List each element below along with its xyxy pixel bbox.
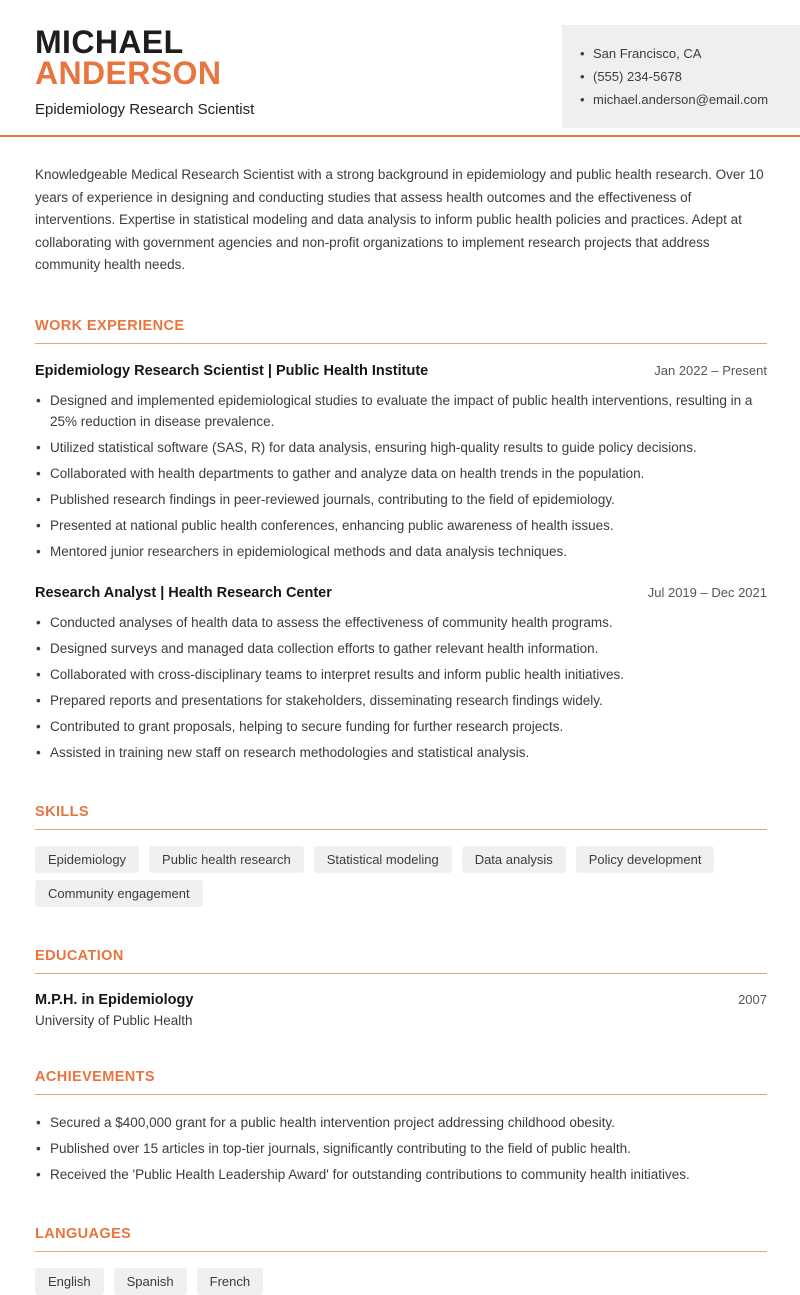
job-title: Epidemiology Research Scientist | Public Health Institute xyxy=(35,362,429,379)
language-chip: English xyxy=(35,1268,104,1295)
achievement-bullet: • Received the 'Public Health Leadership Award' for outstanding contributions to community health initiatives. xyxy=(35,1164,767,1185)
job-bullet: • Designed surveys and managed data collection efforts to gather relevant health information. xyxy=(35,638,767,659)
job-bullet: • Designed and implemented epidemiological studies to evaluate the impact of public health interventions, resulting in a 25% reduction in disease prevalence. xyxy=(35,390,767,432)
job-entry xyxy=(35,363,767,562)
section-languages xyxy=(35,1226,767,1295)
education-header-row xyxy=(35,992,767,1008)
achievements-heading: ACHIEVEMENTS xyxy=(35,1069,767,1095)
contact-email: • michael.anderson@email.com xyxy=(580,92,784,107)
achievement-bullet: • Secured a $400,000 grant for a public health intervention project addressing childhood obesity. xyxy=(35,1112,767,1133)
job-header-row xyxy=(35,585,767,601)
resume-body xyxy=(0,164,800,1295)
headline: Epidemiology Research Scientist xyxy=(35,101,255,118)
section-education xyxy=(35,948,767,1028)
section-skills xyxy=(35,804,767,907)
job-entry xyxy=(35,585,767,763)
education-heading: EDUCATION xyxy=(35,948,767,974)
name-block xyxy=(35,25,254,118)
job-bullet: • Mentored junior researchers in epidemiological methods and data analysis techniques. xyxy=(35,541,767,562)
skill-chip: Epidemiology xyxy=(35,846,139,873)
contact-phone: • (555) 234-5678 xyxy=(580,69,784,84)
last-name: ANDERSON xyxy=(35,55,222,91)
job-bullet: • Collaborated with health departments to gather and analyze data on health trends in the population. xyxy=(35,463,767,484)
section-achievements xyxy=(35,1069,767,1185)
school-name: University of Public Health xyxy=(35,1012,193,1028)
education-year: 2007 xyxy=(738,991,767,1007)
job-bullet: • Assisted in training new staff on research methodologies and statistical analysis. xyxy=(35,742,767,763)
job-bullet: • Conducted analyses of health data to assess the effectiveness of community health programs. xyxy=(35,612,767,633)
job-bullet-list xyxy=(35,390,767,562)
languages-chip-list xyxy=(35,1268,767,1295)
skill-chip: Policy development xyxy=(576,846,715,873)
resume-header xyxy=(0,0,800,118)
degree-name: M.P.H. in Epidemiology xyxy=(35,991,194,1008)
job-date: Jan 2022 – Present xyxy=(654,362,767,378)
contact-list xyxy=(580,46,784,107)
skill-chip: Community engagement xyxy=(35,880,203,907)
achievement-bullet: • Published over 15 articles in top-tier journals, significantly contributing to the field of public health. xyxy=(35,1138,767,1159)
contact-card xyxy=(562,25,800,128)
job-date: Jul 2019 – Dec 2021 xyxy=(647,584,767,600)
job-bullet: • Collaborated with cross-disciplinary teams to interpret results and inform public health initiatives. xyxy=(35,664,767,685)
job-bullet: • Prepared reports and presentations for stakeholders, disseminating research findings widely. xyxy=(35,690,767,711)
job-bullet: • Published research findings in peer-reviewed journals, contributing to the field of epidemiology. xyxy=(35,489,767,510)
work-experience-heading: WORK EXPERIENCE xyxy=(35,318,767,344)
language-chip: Spanish xyxy=(114,1268,187,1295)
job-bullet: • Utilized statistical software (SAS, R) for data analysis, ensuring high-quality results to guide policy decisions. xyxy=(35,437,767,458)
contact-location: • San Francisco, CA xyxy=(580,46,784,61)
education-entry xyxy=(35,992,767,1028)
first-name: MICHAEL xyxy=(35,24,184,60)
skill-chip: Statistical modeling xyxy=(314,846,452,873)
job-header-row xyxy=(35,363,767,379)
job-bullet-list xyxy=(35,612,767,763)
header-divider xyxy=(0,135,800,137)
section-work-experience xyxy=(35,318,767,763)
skill-chip: Data analysis xyxy=(462,846,566,873)
languages-heading: LANGUAGES xyxy=(35,1226,767,1252)
summary-text: Knowledgeable Medical Research Scientist with a strong background in epidemiology and public health research. Over 10 years of experience in designing and conducting studies that assess health outcomes and the effectiveness of interventions. Expertise in statistical modeling and data analysis to inform public health policies and practices. Adept at collaborating with government agencies and non-profit organizations to implement research projects that address community health needs. xyxy=(35,167,764,272)
skill-chip: Public health research xyxy=(149,846,304,873)
achievement-list xyxy=(35,1112,767,1185)
language-chip: French xyxy=(197,1268,263,1295)
job-bullet: • Contributed to grant proposals, helping to secure funding for further research projects. xyxy=(35,716,767,737)
skills-chip-list xyxy=(35,846,767,907)
job-title: Research Analyst | Health Research Center xyxy=(35,584,332,601)
job-bullet: • Presented at national public health conferences, enhancing public awareness of health issues. xyxy=(35,515,767,536)
skills-heading: SKILLS xyxy=(35,804,767,830)
